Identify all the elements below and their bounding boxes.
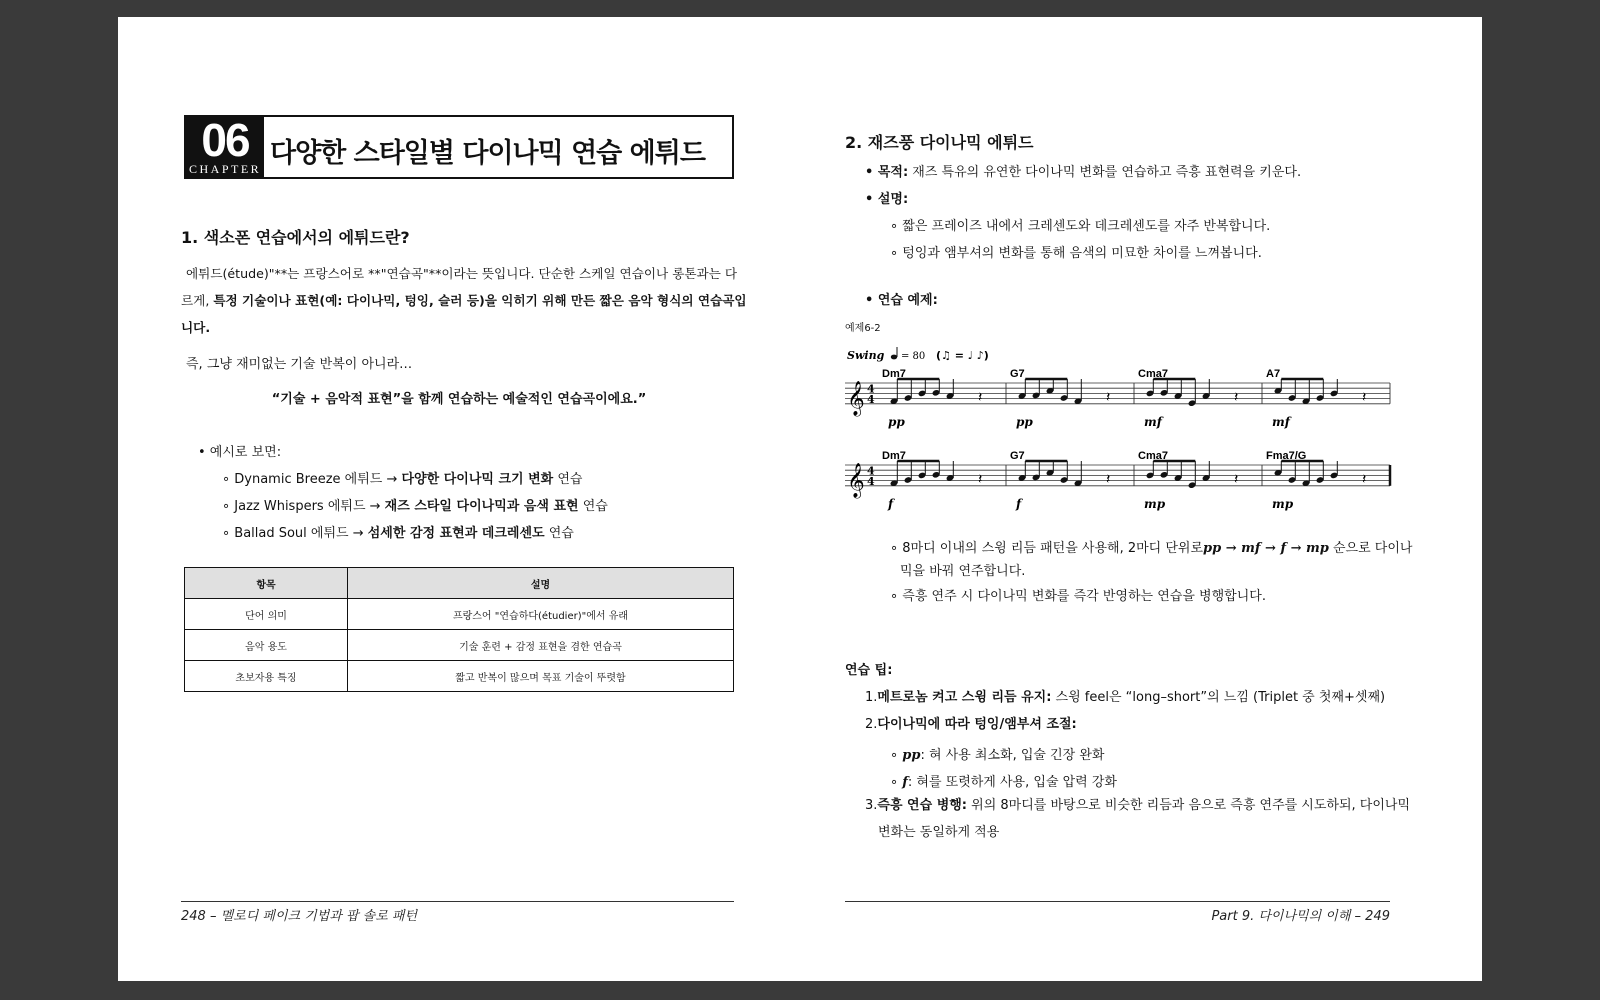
note-head <box>1160 389 1169 397</box>
tempo-value: = 80 <box>901 351 926 362</box>
note-head <box>1188 399 1197 407</box>
table-cell: 기술 훈련 + 감정 표현을 겸한 연습곡 <box>348 630 734 661</box>
example-tail: 연습 <box>544 526 574 541</box>
rest-icon: 𝄽 <box>1234 471 1239 488</box>
not-just-text: 즉, 그냥 재미없는 기술 반복이 아니라… <box>186 357 413 372</box>
note-head <box>1074 397 1083 405</box>
footer-rule <box>181 901 734 902</box>
desc-item: ∘ 짧은 프레이즈 내에서 크레센도와 데크레센도를 자주 반복합니다. <box>890 219 1271 234</box>
intro-line-1: 에튀드(étude)"**는 프랑스어로 **"연습곡"**이라는 뜻입니다. 단순한 스케일 연습이나 롱톤과는 다 <box>186 266 738 281</box>
table-header-row <box>185 568 734 599</box>
intro-line-2-plain: 르게, <box>181 293 214 308</box>
tip-bold: 메트로놈 켜고 스윙 리듬 유지: <box>877 690 1052 705</box>
note-head <box>1046 469 1055 477</box>
chapter-word: CHAPTER <box>189 162 262 176</box>
note-head <box>1074 479 1083 487</box>
purpose-text: 재즈 특유의 유연한 다이나믹 변화를 연습하고 즉흥 표현력을 키운다. <box>908 165 1302 180</box>
note-head <box>1330 390 1339 398</box>
tip-number: 2. <box>865 717 878 732</box>
chord-symbol: Dm7 <box>882 368 906 380</box>
note-head <box>890 397 899 405</box>
dynamic-mark: f <box>1016 496 1022 511</box>
tempo-note-icon <box>891 355 897 360</box>
intro-line-2 <box>181 287 747 314</box>
tip-number: 3. <box>865 798 878 813</box>
example-label-text: • 연습 예제: <box>865 293 938 308</box>
examples-label: • 예시로 보면: <box>198 445 282 460</box>
time-sig-bottom: 4 <box>867 474 875 488</box>
chord-symbol: G7 <box>1010 368 1025 380</box>
tip-item <box>865 711 1077 738</box>
time-sig-bottom: 4 <box>867 392 875 406</box>
after-score-text: ∘ 8마디 이내의 스윙 리듬 패턴을 사용해, 2마디 단위로 <box>890 541 1204 556</box>
note-head <box>890 479 899 487</box>
note-head <box>918 472 927 480</box>
time-sig-top: 4 <box>867 464 875 478</box>
right-page <box>800 17 1482 981</box>
table-cell: 프랑스어 "연습하다(étudier)"에서 유래 <box>348 599 734 630</box>
tip-bold: 즉흥 연습 병행: <box>877 798 968 813</box>
tips-heading <box>845 657 892 684</box>
note-head <box>1160 471 1169 479</box>
table-cell: 단어 의미 <box>185 599 348 630</box>
note-head <box>918 390 927 398</box>
note-head <box>1032 474 1041 482</box>
example-item <box>222 466 582 493</box>
section1-heading: 1. 색소폰 연습에서의 에튀드란? <box>181 228 410 247</box>
note-head <box>904 394 913 402</box>
time-sig-top: 4 <box>867 382 875 396</box>
note-head <box>1330 472 1339 480</box>
swing-hint: (♫ = ♩ ♪) <box>936 349 989 362</box>
note-head <box>1018 392 1027 400</box>
rest-icon: 𝄽 <box>1234 389 1239 406</box>
chord-symbol: Cma7 <box>1138 450 1168 462</box>
example-item <box>222 493 608 520</box>
example-bold: 섬세한 감정 표현과 데크레센도 <box>367 526 545 541</box>
example-id: 예제6-2 <box>845 323 881 334</box>
dynamic-mark: mf <box>1272 414 1290 429</box>
note-head <box>1302 397 1311 405</box>
desc-label <box>865 186 908 213</box>
example-tail: 연습 <box>578 499 608 514</box>
example-text: ∘ Ballad Soul 에튀드 → <box>222 526 368 541</box>
chord-symbol: A7 <box>1266 368 1281 380</box>
desc-item: ∘ 텅잉과 앰부셔의 변화를 통해 음색의 미묘한 차이를 느껴봅니다. <box>890 246 1262 261</box>
tip2-subitem: ∘ pp: 혀 사용 최소화, 입술 긴장 완화 <box>890 748 1105 763</box>
left-footer: 248 – 멜로디 페이크 기법과 팝 솔로 패턴 <box>181 909 418 924</box>
table-cell: 음악 용도 <box>185 630 348 661</box>
note-head <box>1060 394 1069 402</box>
tip-number: 1. <box>865 690 878 705</box>
intro-line-3 <box>181 314 210 341</box>
tip-text: 위의 8마디를 바탕으로 비슷한 리듬과 음으로 즉흥 연주를 시도하되, 다이나믹 <box>967 798 1411 813</box>
left-page <box>118 17 800 981</box>
rest-icon: 𝄽 <box>1106 471 1111 488</box>
chapter-header <box>184 115 734 179</box>
footer-rule <box>845 901 1390 902</box>
tip2-text: : 혀를 또렷하게 사용, 입술 압력 강화 <box>907 775 1117 790</box>
dynamic-sequence: pp → mf → f → mp <box>1203 541 1329 556</box>
dynamic-mark: mp <box>1272 496 1294 511</box>
example-tail: 연습 <box>553 472 583 487</box>
table-header: 항목 <box>185 568 348 599</box>
note-head <box>1302 479 1311 487</box>
table-row <box>185 630 734 661</box>
chord-symbol: Dm7 <box>882 450 906 462</box>
note-head <box>1316 476 1325 484</box>
after-score-text-end: 순으로 다이나 <box>1328 541 1413 556</box>
purpose-label: • 목적: <box>865 165 909 180</box>
dynamic-mark: mf <box>1144 414 1162 429</box>
note-head <box>946 392 955 400</box>
rest-icon: 𝄽 <box>1106 389 1111 406</box>
note-head <box>946 474 955 482</box>
table-cell: 초보자용 특징 <box>185 661 348 692</box>
dynamic-mark: mp <box>1144 496 1166 511</box>
desc-label-text: • 설명: <box>865 192 909 207</box>
example-label <box>865 287 938 314</box>
tip-text: 스윙 feel은 “long–short”의 느낌 (Triplet 중 첫째+셋째) <box>1051 690 1386 705</box>
note-head <box>1146 472 1155 480</box>
treble-clef-icon: 𝄞 <box>847 380 865 416</box>
rest-icon: 𝄽 <box>978 389 983 406</box>
note-head <box>932 471 941 479</box>
tip2-text: : 혀 사용 최소화, 입술 긴장 완화 <box>920 748 1105 763</box>
tip-item-cont: 변화는 동일하게 적용 <box>878 825 1000 840</box>
note-head <box>1288 394 1297 402</box>
note-head <box>1174 474 1183 482</box>
tip2-subitem: ∘ f: 혀를 또렷하게 사용, 입술 압력 강화 <box>890 775 1117 790</box>
note-head <box>904 476 913 484</box>
chapter-number: 06 <box>201 114 249 166</box>
note-head <box>1046 387 1055 395</box>
table-row <box>185 599 734 630</box>
tip-item <box>865 684 1385 711</box>
note-head <box>1146 390 1155 398</box>
note-head <box>1288 476 1297 484</box>
note-head <box>1060 476 1069 484</box>
tempo-word: Swing <box>847 349 885 362</box>
example-text: ∘ Jazz Whispers 에튀드 → <box>222 499 385 514</box>
tips-heading-text: 연습 팁: <box>845 663 893 678</box>
chapter-title: 다양한 스타일별 다이나믹 연습 에튀드 <box>270 138 705 169</box>
example-bold: 다양한 다이나믹 크기 변화 <box>401 472 554 487</box>
note-head <box>1202 474 1211 482</box>
example-item <box>222 520 574 547</box>
example-bold: 재즈 스타일 다이나믹과 음색 표현 <box>384 499 579 514</box>
table-header: 설명 <box>348 568 734 599</box>
note-head <box>1274 469 1283 477</box>
section2-heading: 2. 재즈풍 다이나믹 에튀드 <box>845 133 1034 152</box>
rest-icon: 𝄽 <box>1362 471 1367 488</box>
book-spread <box>118 17 1482 981</box>
purpose-line <box>865 159 1301 186</box>
etude-definition-table <box>184 567 734 692</box>
note-head <box>1202 392 1211 400</box>
dynamic-mark: pp <box>1016 414 1033 429</box>
dynamic-mark: f <box>902 775 908 790</box>
treble-clef-icon: 𝄞 <box>847 462 865 498</box>
example-text: ∘ Dynamic Breeze 에튀드 → <box>222 472 402 487</box>
chord-symbol: Cma7 <box>1138 368 1168 380</box>
note-head <box>932 389 941 397</box>
note-head <box>1316 394 1325 402</box>
rest-icon: 𝄽 <box>1362 389 1367 406</box>
intro-line-2-bold: 특정 기술이나 표현(예: 다이나믹, 텅잉, 슬러 등)을 익히기 위해 만든 짧은 음악 형식의 연습곡입 <box>213 293 747 308</box>
after-score-item: ∘ 즉흥 연주 시 다이나믹 변화를 즉각 반영하는 연습을 병행합니다. <box>890 589 1266 604</box>
note-head <box>1032 392 1041 400</box>
tip-item <box>865 792 1410 819</box>
dynamic-mark: f <box>888 496 894 511</box>
after-score-item-cont: 믹을 바꿔 연주합니다. <box>900 564 1026 579</box>
rest-icon: 𝄽 <box>978 471 983 488</box>
chord-symbol: Fma7/G <box>1266 450 1307 462</box>
chapter-number-block <box>186 114 264 177</box>
note-head <box>1018 474 1027 482</box>
intro-line-3-bold: 니다. <box>181 320 211 335</box>
chord-symbol: G7 <box>1010 450 1025 462</box>
table-cell: 짧고 반복이 많으며 목표 기술이 뚜렷함 <box>348 661 734 692</box>
note-head <box>1274 387 1283 395</box>
tip-bold: 다이나믹에 따라 텅잉/앰부셔 조절: <box>877 717 1077 732</box>
note-head <box>1174 392 1183 400</box>
right-footer: Part 9. 다이나믹의 이해 – 249 <box>1211 909 1390 924</box>
note-head <box>1188 481 1197 489</box>
dynamic-mark: pp <box>902 748 921 763</box>
quote: “기술 + 음악적 표현”을 함께 연습하는 예술적인 연습곡이에요.” <box>271 392 647 407</box>
dynamic-mark: pp <box>888 414 905 429</box>
table-row <box>185 661 734 692</box>
